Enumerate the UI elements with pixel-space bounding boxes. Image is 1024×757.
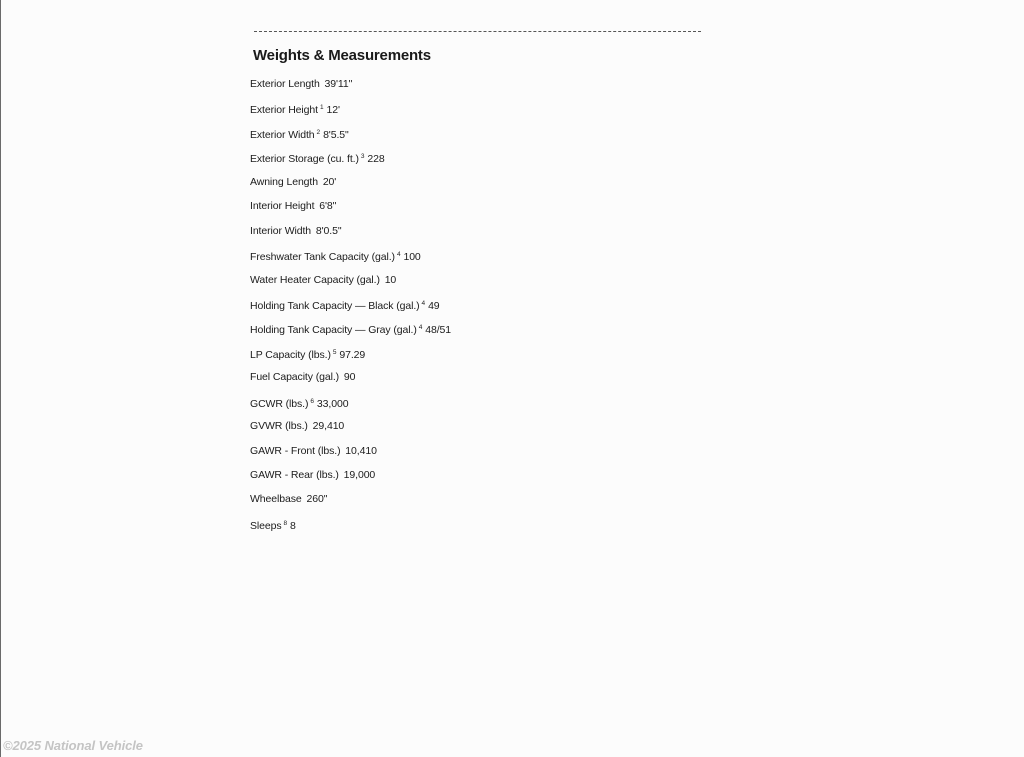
page-left-border bbox=[0, 0, 1, 757]
dashed-separator-rule bbox=[254, 31, 701, 32]
spec-label: Exterior Storage (cu. ft.) bbox=[250, 153, 359, 166]
spec-value: 228 bbox=[367, 153, 385, 166]
spec-label: Freshwater Tank Capacity (gal.) bbox=[250, 251, 395, 264]
spec-value: 6'8" bbox=[319, 200, 337, 213]
spec-value: 8'5.5" bbox=[323, 128, 349, 141]
spec-value: 48/51 bbox=[425, 324, 452, 337]
spec-label: Wheelbase bbox=[250, 493, 302, 506]
spec-row bbox=[250, 418, 451, 442]
spec-label: Water Heater Capacity (gal.) bbox=[250, 273, 380, 286]
footnote-marker: 3 bbox=[360, 153, 365, 161]
spec-label: Holding Tank Capacity — Black (gal.) bbox=[250, 299, 420, 312]
spec-row bbox=[250, 76, 451, 100]
spec-value: 260" bbox=[306, 493, 328, 506]
spec-row bbox=[250, 223, 451, 247]
spec-value: 10 bbox=[384, 273, 397, 286]
footnote-marker: 4 bbox=[421, 299, 426, 307]
spec-label: LP Capacity (lbs.) bbox=[250, 348, 331, 361]
spec-list bbox=[250, 76, 451, 540]
footnote-marker: 4 bbox=[418, 324, 423, 332]
spec-value: 20' bbox=[322, 175, 337, 188]
footnote-marker: 2 bbox=[316, 128, 321, 136]
spec-row bbox=[250, 198, 451, 222]
spec-value: 33,000 bbox=[316, 397, 349, 410]
spec-row bbox=[250, 443, 451, 467]
spec-row bbox=[250, 125, 451, 149]
spec-row bbox=[250, 174, 451, 198]
footnote-marker: 5 bbox=[332, 348, 337, 356]
spec-value: 90 bbox=[343, 371, 356, 384]
spec-value: 8'0.5" bbox=[315, 224, 342, 237]
spec-value: 19,000 bbox=[343, 469, 376, 481]
spec-value: 12' bbox=[326, 104, 340, 117]
spec-label: GAWR - Front (lbs.) bbox=[250, 444, 341, 457]
spec-row bbox=[250, 467, 451, 491]
spec-label: GAWR - Rear (lbs.) bbox=[250, 469, 339, 481]
spec-value: 10,410 bbox=[345, 444, 377, 457]
spec-label: Interior Height bbox=[250, 200, 315, 213]
spec-row bbox=[250, 369, 451, 393]
footnote-marker: 4 bbox=[396, 251, 401, 259]
spec-row bbox=[250, 296, 451, 320]
spec-row bbox=[250, 272, 451, 296]
spec-label: Sleeps bbox=[250, 519, 282, 532]
spec-value: 29,410 bbox=[312, 420, 345, 433]
spec-row bbox=[250, 149, 451, 173]
spec-value: 39'11" bbox=[324, 78, 353, 90]
spec-label: GVWR (lbs.) bbox=[250, 420, 308, 433]
spec-label: GCWR (lbs.) bbox=[250, 397, 309, 410]
spec-value: 49 bbox=[428, 299, 440, 312]
spec-row bbox=[250, 345, 451, 369]
spec-value: 97.29 bbox=[339, 348, 366, 361]
spec-value: 100 bbox=[403, 251, 421, 264]
spec-label: Exterior Length bbox=[250, 78, 320, 90]
spec-value: 8 bbox=[290, 519, 296, 532]
spec-label: Exterior Height bbox=[250, 104, 318, 117]
spec-row bbox=[250, 320, 451, 344]
spec-row bbox=[250, 394, 451, 418]
spec-label: Awning Length bbox=[250, 175, 318, 188]
footnote-marker: 1 bbox=[319, 104, 324, 112]
copyright-watermark: ©2025 National Vehicle bbox=[3, 738, 143, 753]
section-heading: Weights & Measurements bbox=[253, 47, 431, 64]
spec-label: Fuel Capacity (gal.) bbox=[250, 371, 340, 384]
spec-label: Exterior Width bbox=[250, 128, 315, 141]
spec-row bbox=[250, 100, 451, 124]
spec-row bbox=[250, 247, 451, 271]
spec-row bbox=[250, 491, 451, 515]
spec-label: Holding Tank Capacity — Gray (gal.) bbox=[250, 324, 417, 337]
spec-row bbox=[250, 516, 451, 540]
footnote-marker: 6 bbox=[310, 397, 314, 405]
spec-label: Interior Width bbox=[250, 224, 312, 237]
footnote-marker: 8 bbox=[283, 519, 288, 527]
